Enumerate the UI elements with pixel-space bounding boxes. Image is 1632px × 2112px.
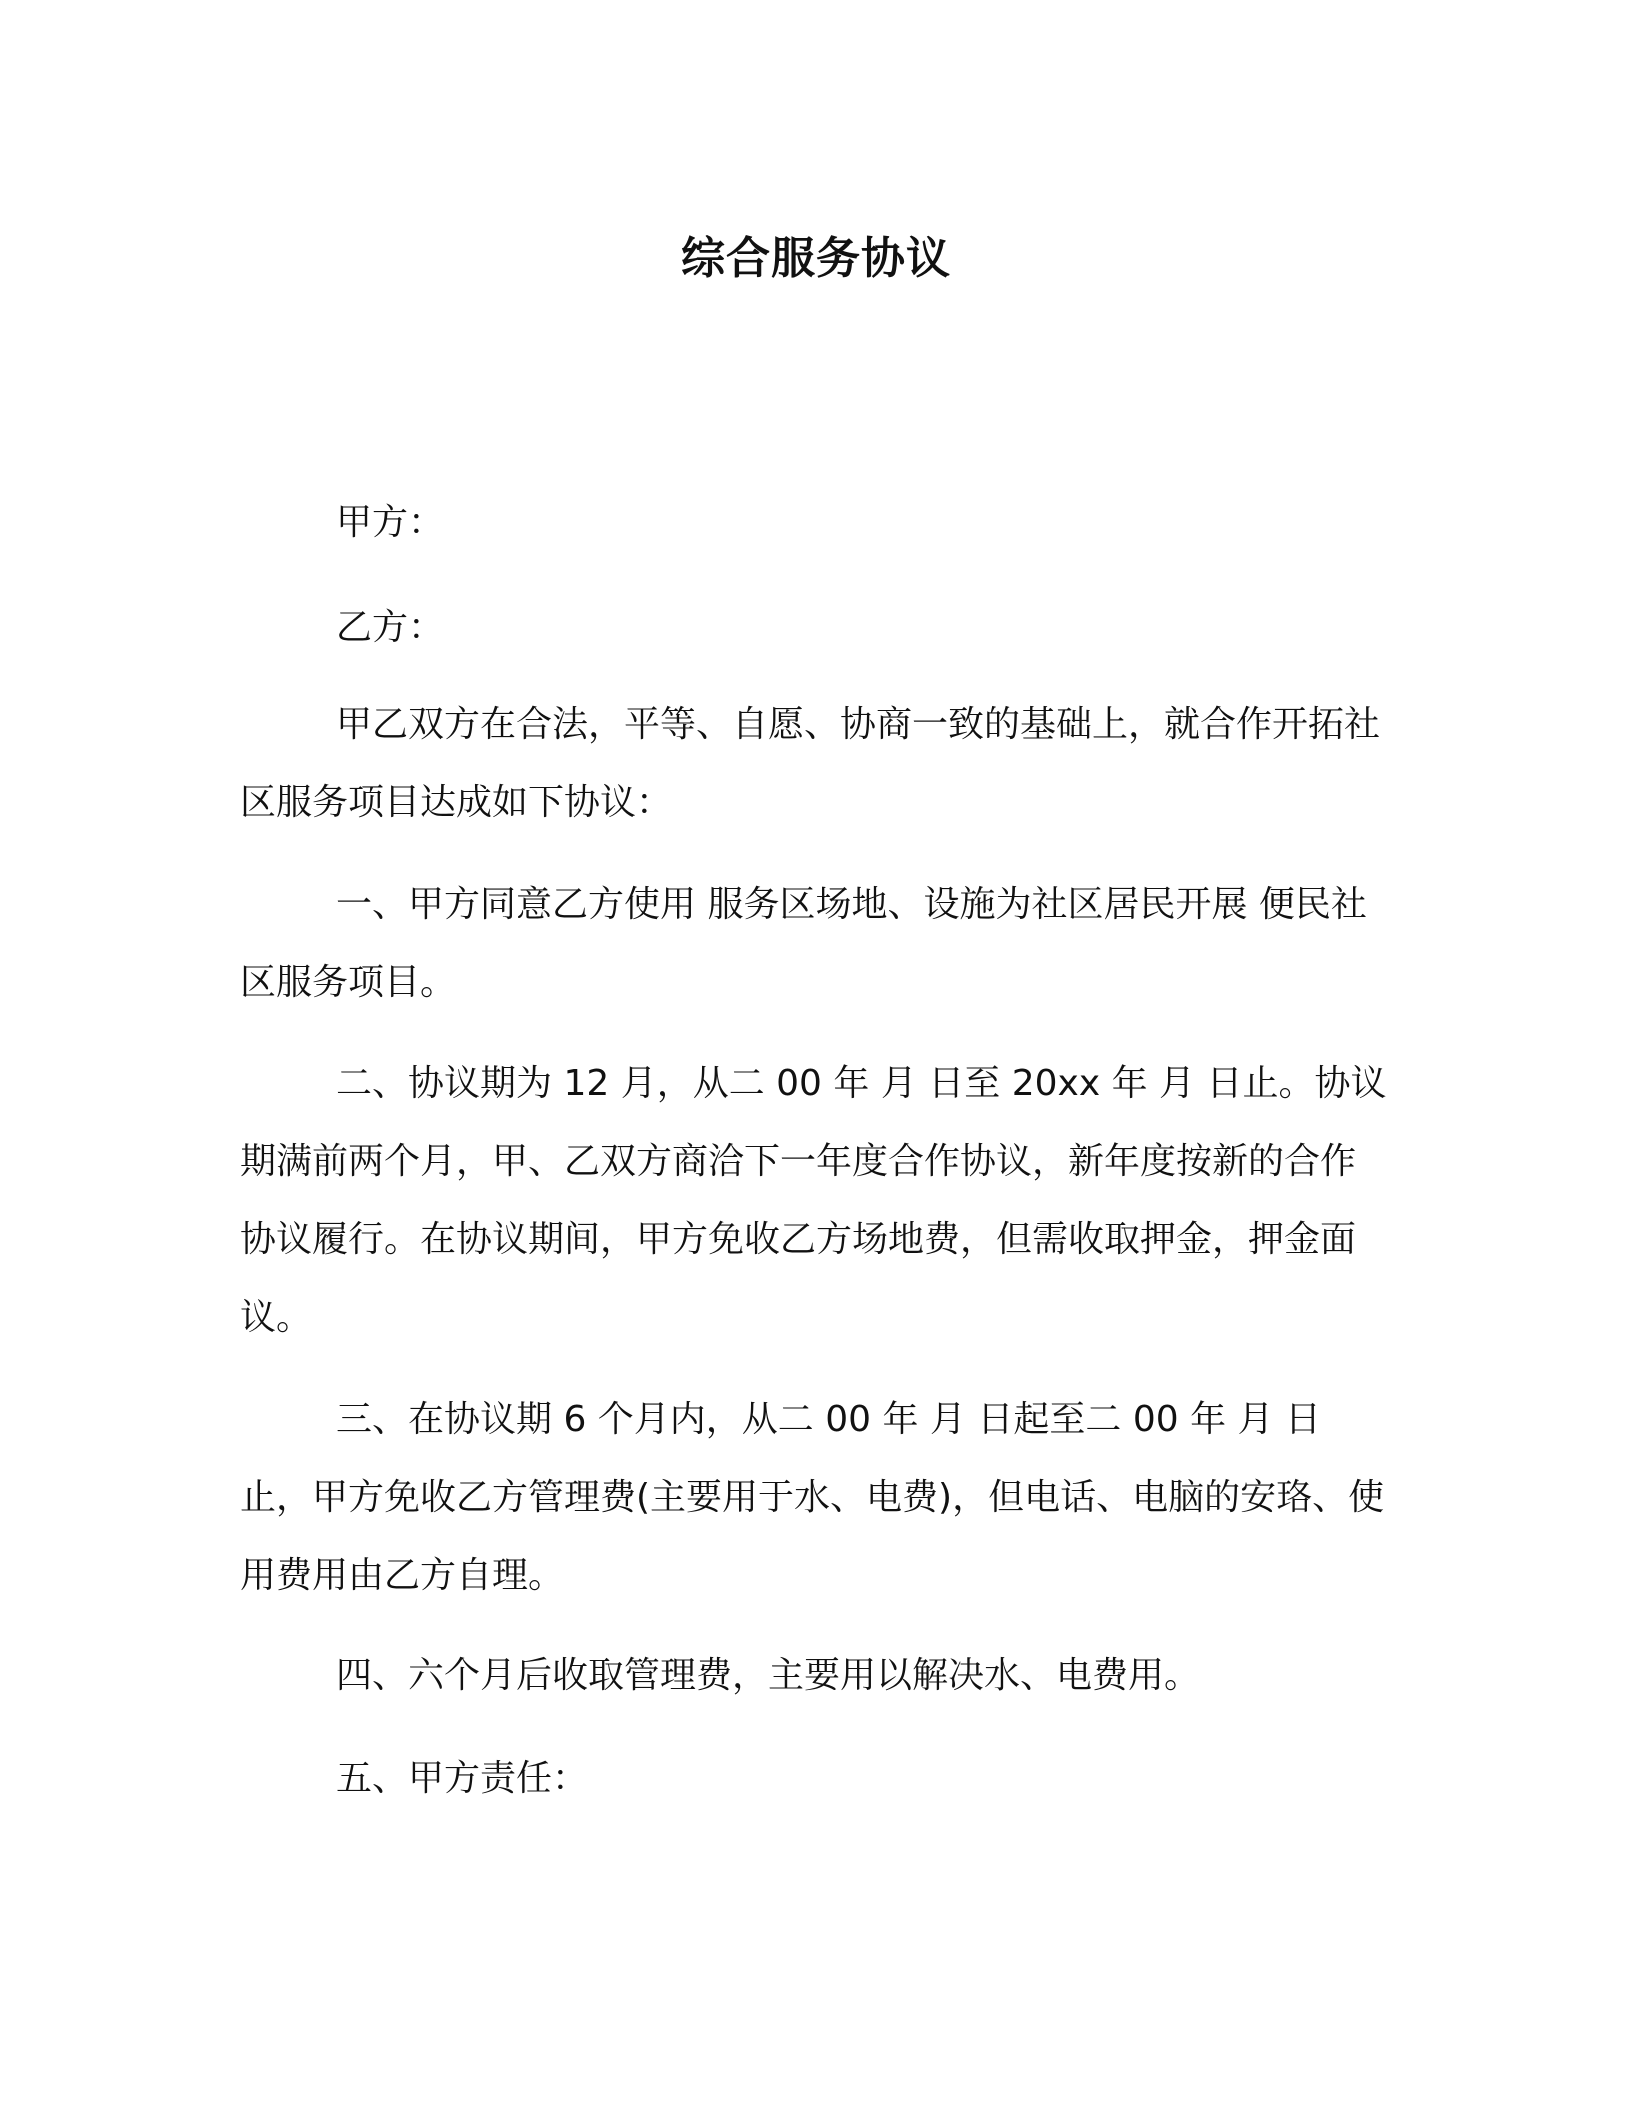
party-a-line: 甲方： — [336, 502, 445, 543]
party-b-line: 乙方： — [336, 607, 445, 648]
intro-paragraph: 甲乙双方在合法，平等、自愿、协商一致的基础上，就合作开拓社区服务项目达成如下协议： — [240, 704, 1381, 823]
clause-2-paragraph: 二、协议期为 12 月，从二 00 年 月 日至 20xx 年 月 日止。协议期满前两个月，甲、乙双方商洽下一年度合作协议，新年度按新的合作协议履行。在协议期间，甲方免收乙方场地费，但需收取押金，押金面议。 — [240, 1063, 1387, 1338]
clause-3-paragraph: 三、在协议期 6 个月内，从二 00 年 月 日起至二 00 年 月 日止，甲方免收乙方管理费(主要用于水、电费)，但电话、电脑的安珞、使用费用由乙方自理。 — [240, 1399, 1385, 1596]
document-title: 综合服务协议 — [681, 233, 951, 284]
clause-5-paragraph: 五、甲方责任： — [336, 1758, 589, 1799]
clause-4-paragraph: 四、六个月后收取管理费，主要用以解决水、电费用。 — [336, 1655, 1201, 1696]
clause-1-paragraph: 一、甲方同意乙方使用 服务区场地、设施为社区居民开展 便民社区服务项目。 — [240, 884, 1367, 1003]
